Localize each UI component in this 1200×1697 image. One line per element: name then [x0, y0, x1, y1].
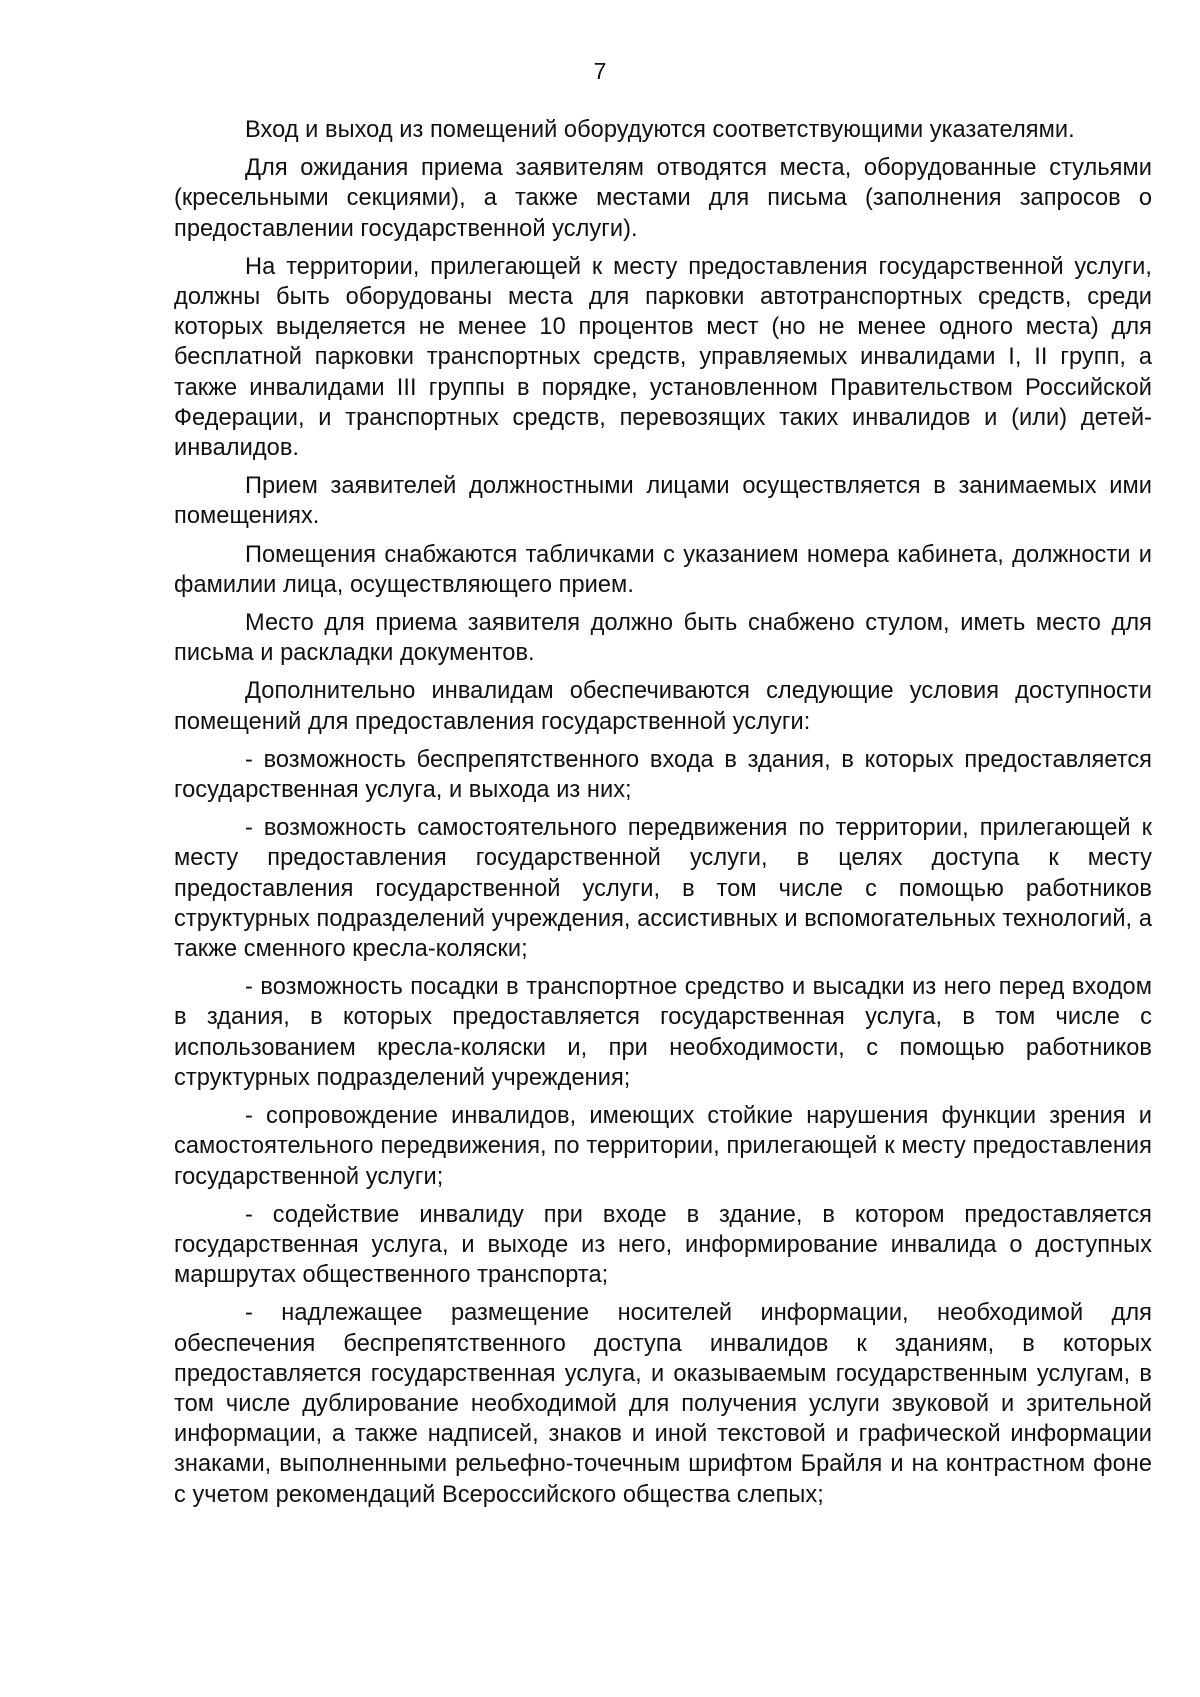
paragraph-accessibility-intro: Дополнительно инвалидам обеспечиваются следующие условия доступности помещений для предоставления государственной услуги: — [174, 678, 1152, 735]
list-item-entry-assistance: - содействие инвалиду при входе в здание, в котором предоставляется государственная услуга, и выходе из него, информирование инвалида о доступных маршрутах общественного транспорта; — [174, 1201, 1152, 1289]
page-number: 7 — [593, 58, 607, 84]
list-item-escort: - сопровождение инвалидов, имеющих стойкие нарушения функции зрения и самостоятельного передвижения, по территории, прилегающей к месту предоставления государственной услуги; — [174, 1103, 1152, 1190]
paragraph-parking: На территории, прилегающей к месту предоставления государственной услуги, должны быть оборудованы места для парковки автотранспортных средств, среди которых выделяется не менее 10 процентов мест (но не менее одного места) для бесплатной парковки транспортных средств, управляемых инвалидами I, II групп, а также инвалидами III группы в порядке, установленном Правительством Российской Федерации, и транспортных средств, перевозящих таких инвалидов и (или) детей-инвалидов. — [174, 253, 1152, 462]
list-item-information-placement: - надлежащее размещение носителей информации, необходимой для обеспечения беспрепятственного доступа инвалидов к зданиям, в которых предоставляется государственная услуга, и оказываемым государственным услугам, в том числе дублирование необходимой для получения услуги звуковой и зрительной информации, а также надписей, знаков и иной текстовой и графической информации знаками, выполненными рельефно-точечным шрифтом Брайля и на контрастном фоне с учетом рекомендаций Всероссийского общества слепых; — [174, 1300, 1152, 1508]
paragraph-reception-rooms: Прием заявителей должностными лицами осуществляется в занимаемых ими помещениях. — [174, 473, 1152, 530]
list-item-independent-movement: - возможность самостоятельного передвижения по территории, прилегающей к месту предоставления государственной услуги, в целях доступа к месту предоставления государственной услуги, в том числе с помощью работников структурных подразделений учреждения, ассистивных и вспомогательных технологий, а также сменного кресла-коляски; — [174, 815, 1152, 963]
document-body — [174, 115, 1152, 1518]
paragraph-applicant-place: Место для приема заявителя должно быть снабжено стулом, иметь место для письма и раскладки документов. — [174, 610, 1152, 667]
list-item-free-entry: - возможность беспрепятственного входа в здания, в которых предоставляется государственная услуга, и выхода из них; — [174, 746, 1152, 804]
paragraph-entrance-signs: Вход и выход из помещений оборудуются соответствующими указателями. — [245, 117, 1075, 143]
paragraph-waiting-area: Для ожидания приема заявителям отводятся места, оборудованные стульями (кресельными секциями), а также местами для письма (заполнения запросов о предоставлении государственной услуги). — [174, 155, 1152, 242]
paragraph-door-plates: Помещения снабжаются табличками с указанием номера кабинета, должности и фамилии лица, осуществляющего прием. — [174, 541, 1152, 598]
list-item-vehicle-boarding: - возможность посадки в транспортное средство и высадки из него перед входом в здания, в которых предоставляется государственная услуга, в том числе с использованием кресла-коляски и, при необходимости, с помощью работников структурных подразделений учреждения; — [174, 974, 1152, 1091]
